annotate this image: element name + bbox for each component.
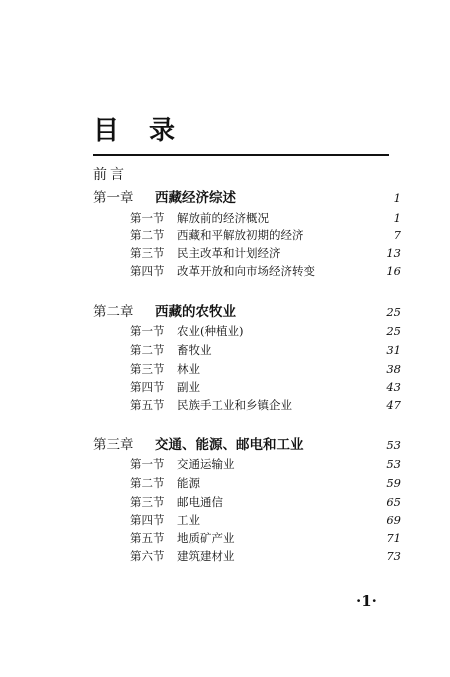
- section-title: 地质矿产业: [177, 531, 235, 545]
- title-rule: [93, 154, 389, 156]
- section-number: 第一节: [130, 324, 165, 338]
- section-page: 71: [386, 531, 401, 545]
- section-page: 16: [386, 264, 401, 278]
- section-entry: [130, 379, 401, 395]
- section-title: 交通运输业: [177, 457, 235, 471]
- section-number: 第四节: [130, 264, 165, 278]
- section-title: 能源: [177, 476, 200, 490]
- section-number: 第三节: [130, 362, 165, 376]
- section-title: 副业: [177, 380, 200, 394]
- chapter-number: 第二章: [93, 304, 134, 320]
- section-page: 1: [393, 211, 401, 225]
- section-entry: [130, 530, 401, 546]
- section-number: 第五节: [130, 398, 165, 412]
- section-title: 畜牧业: [177, 343, 212, 357]
- section-entry: [130, 263, 401, 279]
- section-entry: [130, 397, 401, 413]
- section-number: 第二节: [130, 476, 165, 490]
- chapter-1-entry: [93, 189, 401, 207]
- section-number: 第五节: [130, 531, 165, 545]
- section-page: 25: [386, 324, 401, 338]
- section-page: 13: [386, 246, 401, 260]
- section-title: 西藏和平解放初期的经济: [177, 228, 304, 242]
- section-page: 7: [393, 228, 401, 242]
- section-title: 邮电通信: [177, 495, 223, 509]
- section-entry: [130, 227, 401, 243]
- section-entry: [130, 456, 401, 472]
- section-title: 民主改革和计划经济: [177, 246, 281, 260]
- section-page: 53: [386, 457, 401, 471]
- section-page: 65: [386, 495, 401, 509]
- section-entry: [130, 210, 401, 226]
- section-number: 第二节: [130, 343, 165, 357]
- chapter-3-entry: [93, 436, 401, 454]
- section-title: 改革开放和向市场经济转变: [177, 264, 315, 278]
- section-page: 43: [386, 380, 401, 394]
- section-number: 第四节: [130, 513, 165, 527]
- chapter-number: 第一章: [93, 190, 134, 206]
- section-number: 第一节: [130, 457, 165, 471]
- chapter-title: 西藏经济综述: [155, 190, 236, 206]
- chapter-page: 53: [386, 438, 401, 452]
- section-number: 第六节: [130, 549, 165, 563]
- section-page: 59: [386, 476, 401, 490]
- chapter-2-entry: [93, 303, 401, 321]
- section-title: 建筑建材业: [177, 549, 235, 563]
- section-title: 工业: [177, 513, 200, 527]
- section-entry: [130, 548, 401, 564]
- section-entry: [130, 323, 401, 339]
- preface-entry: 前言: [93, 167, 127, 183]
- section-number: 第三节: [130, 495, 165, 509]
- page-title: [93, 116, 175, 146]
- section-page: 38: [386, 362, 401, 376]
- title-char-1: 目: [93, 116, 120, 146]
- section-entry: [130, 245, 401, 261]
- chapter-page: 1: [393, 191, 401, 205]
- section-number: 第三节: [130, 246, 165, 260]
- section-number: 第二节: [130, 228, 165, 242]
- chapter-title: 西藏的农牧业: [155, 304, 236, 320]
- chapter-page: 25: [386, 305, 401, 319]
- section-title: 解放前的经济概况: [177, 211, 269, 225]
- section-page: 73: [386, 549, 401, 563]
- title-char-2: 录: [149, 116, 176, 146]
- section-title: 民族手工业和乡镇企业: [177, 398, 292, 412]
- section-title: 林业: [177, 362, 200, 376]
- section-entry: [130, 361, 401, 377]
- section-page: 31: [386, 343, 401, 357]
- section-number: 第四节: [130, 380, 165, 394]
- section-number: 第一节: [130, 211, 165, 225]
- chapter-title: 交通、能源、邮电和工业: [155, 437, 304, 453]
- section-entry: [130, 512, 401, 528]
- section-page: 69: [386, 513, 401, 527]
- page-number: ·1·: [356, 592, 377, 610]
- chapter-number: 第三章: [93, 437, 134, 453]
- section-entry: [130, 342, 401, 358]
- section-entry: [130, 475, 401, 491]
- section-entry: [130, 494, 401, 510]
- section-page: 47: [386, 398, 401, 412]
- section-title: 农业(种植业): [177, 324, 244, 338]
